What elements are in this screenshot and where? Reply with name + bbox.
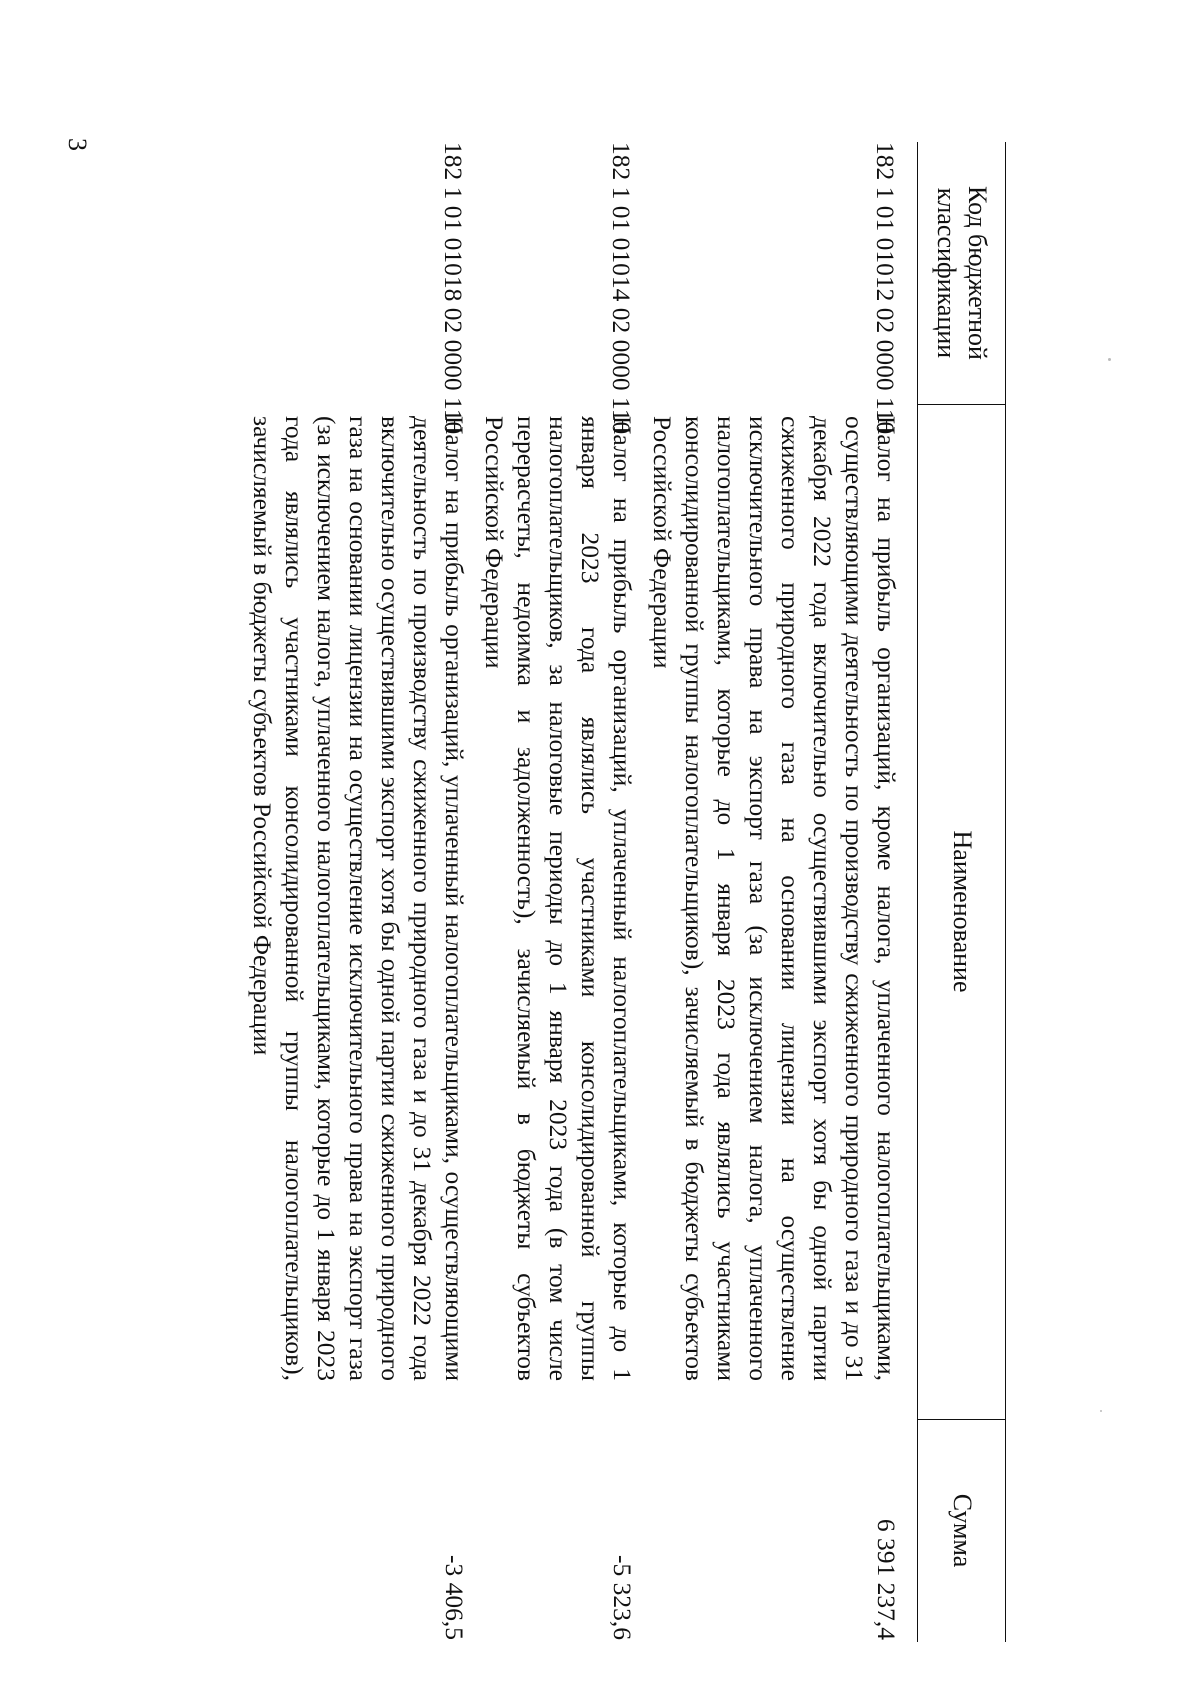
header-sum — [918, 1419, 1006, 1642]
row-sum: -3 406,5 — [440, 1555, 469, 1640]
header-sum-label: Сумма — [947, 1493, 977, 1568]
table-row — [478, 142, 638, 1642]
scan-speck — [1100, 1410, 1102, 1412]
header-name — [918, 404, 1006, 1419]
row-sum: 6 391 237,4 — [872, 1518, 901, 1640]
table-row — [246, 142, 470, 1642]
row-name: Налог на прибыль организаций, уплаченный налогоплательщиками, которые до 1 января 2023 года являлись участниками консолидированной группы налогоплательщиков, за налоговые периоды до 1 января 2023 года (в том числе перерасчеты, недоимка и задолженность), зачисляемый в бюджеты субъектов Российской Федерации — [480, 416, 637, 1381]
table-body — [238, 142, 902, 1642]
row-code: 182 1 01 01012 02 0000 110 — [871, 142, 900, 435]
row-sum: -5 323,6 — [608, 1555, 637, 1640]
header-bottom-rule — [917, 142, 918, 1642]
table-row — [646, 142, 902, 1642]
header-name-label: Наименование — [947, 830, 977, 993]
row-code: 182 1 01 01018 02 0000 110 — [439, 142, 468, 435]
row-code: 182 1 01 01014 02 0000 110 — [607, 142, 636, 435]
scan-speck — [1108, 358, 1111, 361]
header-code-label: Код бюджетной классификации — [932, 186, 993, 360]
page-number: 3 — [63, 138, 92, 151]
budget-table — [6, 142, 1006, 1642]
header-code — [918, 142, 1006, 404]
row-name: Налог на прибыль организаций, уплаченный налогоплательщиками, осуществляющими деятельность по производству сжиженного природного газа и до 31 декабря 2022 года включительно осуществившими экспорт хотя бы одной партии сжиженного природного газа на основании лицензии на осуществление исключительного права на экспорт газа (за исключением налога, уплаченного налогоплательщиками, которые до 1 января 2023 года являлись участниками консолидированной группы налогоплательщиков), зачисляемый в бюджеты субъектов Российской Федерации — [248, 416, 469, 1381]
row-name: Налог на прибыль организаций, кроме налога, уплаченного налогоплательщиками, осуществляющими деятельность по производству сжиженного природного газа и до 31 декабря 2022 года включительно осуществившими экспорт хотя бы одной партии сжиженного природного газа на основании лицензии на осуществление исключительного права на экспорт газа (за исключением налога, уплаченного налогоплательщиками, которые до 1 января 2023 года являлись участниками консолидированной группы налогоплательщиков), зачисляемый в бюджеты субъектов Российской Федерации — [648, 416, 901, 1381]
